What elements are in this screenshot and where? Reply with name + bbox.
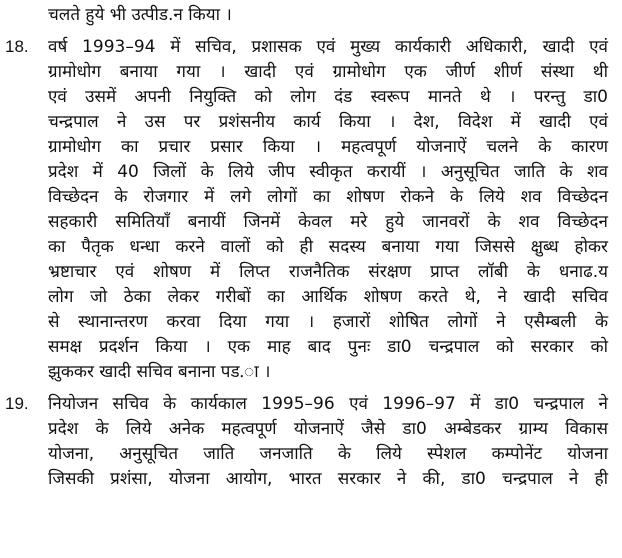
item-18-line: वर्ष 1993–94 में सचिव, प्रशासक एवं मुख्य कार्यकारी अधिकारी, खादी एवं <box>48 37 608 57</box>
item-18-line: सहकारी समितियाँ बनायीं जिनमें केवल मरे हुये जानवरों के शव विच्छेदन <box>48 212 608 232</box>
item-18-line: ग्रामोधोग बनाया गया । खादी एवं ग्रामोधोग एक जीर्ण शीर्ण संस्था थी <box>48 62 608 82</box>
item-19-line: योजना, अनुसूचित जाति जनजाति के लिये स्पेशल कम्पोनेंट योजना <box>48 444 608 464</box>
item-18-line: भ्रष्टाचार एवं शोषण में लिप्त राजनैतिक संरक्षण प्राप्त लॉबी के धनाढ.य <box>48 262 608 282</box>
item-18-line: प्रदेश में 40 जिलों के लिये जीप स्वीकृत करायीं । अनुसूचित जाति के शव <box>48 162 608 182</box>
item-18-line: चन्द्रपाल ने उस पर प्रशंसनीय कार्य किया । देश, विदेश में खादी एवं <box>48 112 608 132</box>
item-19-number: 19. <box>5 394 29 413</box>
item-18-line: लोग जो ठेका लेकर गरीबों का आर्थिक शोषण करते थे, ने खादी सचिव <box>48 287 608 307</box>
item-19-line: प्रदेश के लिये अनेक महत्वपूर्ण योजनाऐं जैसे डा0 अम्बेडकर ग्राम्य विकास <box>48 419 608 439</box>
item-18-line: विच्छेदन के रोजगार में लगे लोगों का शोषण रोकने के लिये शव विच्छेदन <box>48 187 608 207</box>
item-19-line: नियोजन सचिव के कार्यकाल 1995–96 एवं 1996–97 में डा0 चन्द्रपाल ने <box>48 394 608 414</box>
intro-line: चलते हुये भी उत्पीड.न किया । <box>48 5 232 25</box>
item-18-line: एवं उसमें अपनी नियुक्ति को लोग दंड स्वरूप मानते थे । परन्तु डा0 <box>48 87 608 107</box>
item-18-line: समक्ष प्रदर्शन किया । एक माह बाद पुनः डा0 चन्द्रपाल को सरकार को <box>48 337 608 357</box>
item-18-number: 18. <box>5 37 29 56</box>
item-18-line: का पैतृक धन्धा करने वालों को ही सदस्य बनाया गया जिससे क्षुब्ध होकर <box>48 237 608 257</box>
item-18-line: ग्रामोधोग का प्रचार प्रसार किया । महत्वपूर्ण योजनाऐं चलने के कारण <box>48 137 608 157</box>
item-18-line: से स्थानान्तरण करवा दिया गया । हजारों शोषित लोगों ने एसैम्बली के <box>48 312 608 332</box>
item-19-line: जिसकी प्रशंसा, योजना आयोग, भारत सरकार ने की, डा0 चन्द्रपाल ने ही <box>48 469 608 489</box>
item-18-line: झुककर खादी सचिव बनाना पड.ा । <box>48 362 271 382</box>
